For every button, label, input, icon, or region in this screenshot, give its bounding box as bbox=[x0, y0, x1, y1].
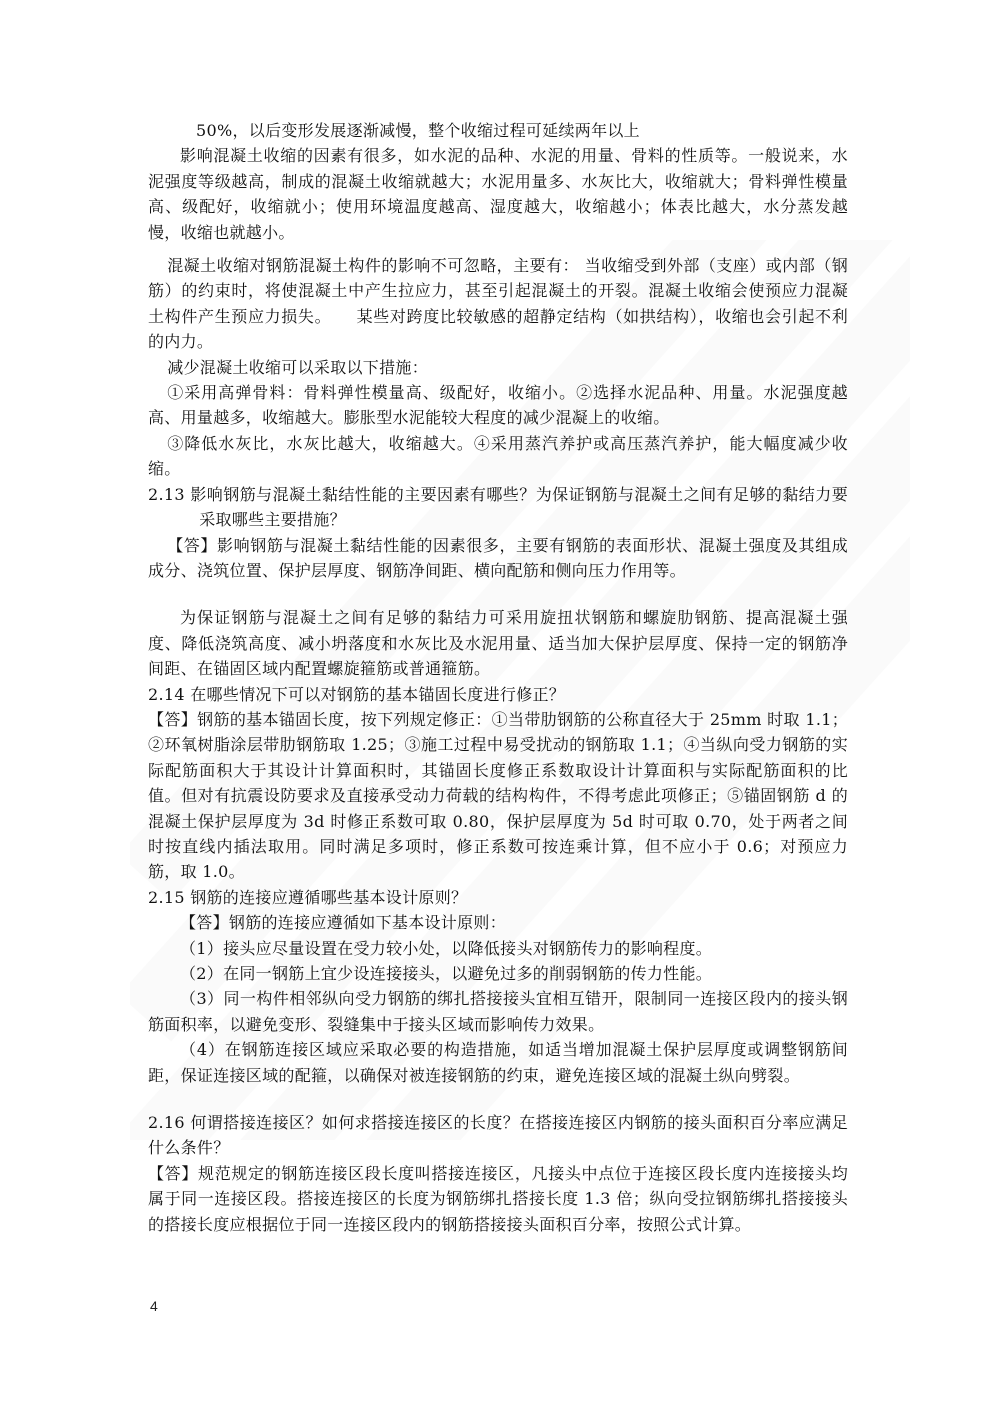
answer-paragraph: 【答】钢筋的连接应遵循如下基本设计原则： bbox=[180, 913, 507, 933]
page-number: 4 bbox=[150, 1298, 158, 1314]
list-item: （2）在同一钢筋上宜少设连接接头，以避免过多的削弱钢筋的传力性能。 bbox=[180, 964, 713, 983]
paragraph: 混凝土收缩对钢筋混凝土构件的影响不可忽略，主要有： 当收缩受到外部（支座）或内部（钢筋）的约束时，将使混凝土中产生拉应力，甚至引起混凝土的开裂。混凝土收缩会使预应力混凝土构件产生预应力损失。 某些对跨度比较敏感的超静定结构（如拱结构），收缩也会引起不利的内力。 bbox=[148, 256, 848, 352]
paragraph: ①采用高弹骨料：骨料弹性模量高、级配好，收缩小。②选择水泥品种、用量。水泥强度越高、用量越多，收缩越大。膨胀型水泥能较大程度的减少混凝上的收缩。 bbox=[148, 383, 848, 428]
list-item: （3）同一构件相邻纵向受力钢筋的绑扎搭接接头宜相互错开，限制同一连接区段内的接头钢筋面积率，以避免变形、裂缝集中于接头区域而影响传力效果。 bbox=[148, 989, 848, 1034]
question-heading: 2.14 在哪些情况下可以对钢筋的基本锚固长度进行修正？ bbox=[148, 684, 566, 704]
paragraph: 50%，以后变形发展逐渐减慢，整个收缩过程可延续两年以上 bbox=[196, 121, 640, 140]
answer-paragraph: 【答】规范规定的钢筋连接区段长度叫搭接连接区，凡接头中点位于连接区段长度内连接接头均属于同一连接区段。搭接连接区的长度为钢筋绑扎搭接长度 1.3 倍；纵向受拉钢筋绑扎搭接接头的搭接长度应根据位于同一连接区段内的钢筋搭接接头面积百分率，按照公式计算。 bbox=[148, 1163, 848, 1234]
paragraph: 影响混凝土收缩的因素有很多，如水泥的品种、水泥的用量、骨料的性质等。一般说来，水泥强度等级越高，制成的混凝土收缩就越大；水泥用量多、水灰比大，收缩就大；骨料弹性模量高、级配好，收缩就小；使用环境温度越高、湿度越大，收缩越小；体表比越大，水分蒸发越慢，收缩也就越小。 bbox=[148, 146, 848, 242]
list-item: （1）接头应尽量设置在受力较小处，以降低接头对钢筋传力的影响程度。 bbox=[180, 938, 713, 958]
list-item: （4）在钢筋连接区域应采取必要的构造措施，如适当增加混凝土保护层厚度或调整钢筋间距，保证连接区域的配箍，以确保对被连接钢筋的约束，避免连接区域的混凝土纵向劈裂。 bbox=[148, 1040, 848, 1085]
document-body bbox=[148, 118, 848, 1237]
question-heading: 2.13 影响钢筋与混凝土黏结性能的主要因素有哪些？为保证钢筋与混凝土之间有足够的黏结力要采取哪些主要措施？ bbox=[148, 484, 848, 530]
paragraph: 为保证钢筋与混凝土之间有足够的黏结力可采用旋扭状钢筋和螺旋肋钢筋、提高混凝土强度、降低浇筑高度、减小坍落度和水灰比及水泥用量、适当加大保护层厚度、保持一定的钢筋净间距、在锚固区域内配置螺旋箍筋或普通箍筋。 bbox=[148, 608, 848, 679]
paragraph: ③降低水灰比，水灰比越大，收缩越大。④采用蒸汽养护或高压蒸汽养护，能大幅度减少收缩。 bbox=[148, 433, 848, 479]
paragraph: 减少混凝土收缩可以采取以下措施： bbox=[167, 357, 428, 377]
answer-paragraph: 【答】钢筋的基本锚固长度，按下列规定修正：①当带肋钢筋的公称直径大于 25mm 时取 1.1；②环氧树脂涂层带肋钢筋取 1.25；③施工过程中易受扰动的钢筋取 1.1；④当纵向受力钢筋的实际配筋面积大于其设计计算面积时，其锚固长度修正系数取设计计算面积与实际配筋面积的比值。但对有抗震设防要求及直接承受动力荷载的结构构件，不得考虑此项修正；⑤锚固钢筋 d 的混凝土保护层厚度为 3d 时修正系数可取 0.80，保护层厚度为 5d 时可取 0.70，处于两者之间时按直线内插法取用。同时满足多项时，修正系数可按连乘计算，但不应小于 0.6；对预应力筋，取 1.0。 bbox=[148, 709, 848, 882]
question-heading: 2.16 何谓搭接连接区？如何求搭接连接区的长度？在搭接连接区内钢筋的接头面积百分率应满足什么条件？ bbox=[148, 1113, 848, 1158]
question-heading: 2.15 钢筋的连接应遵循哪些基本设计原则？ bbox=[148, 887, 468, 907]
answer-paragraph: 【答】影响钢筋与混凝土黏结性能的因素很多，主要有钢筋的表面形状、混凝土强度及其组成成分、浇筑位置、保护层厚度、钢筋净间距、横向配筋和侧向压力作用等。 bbox=[148, 535, 848, 580]
